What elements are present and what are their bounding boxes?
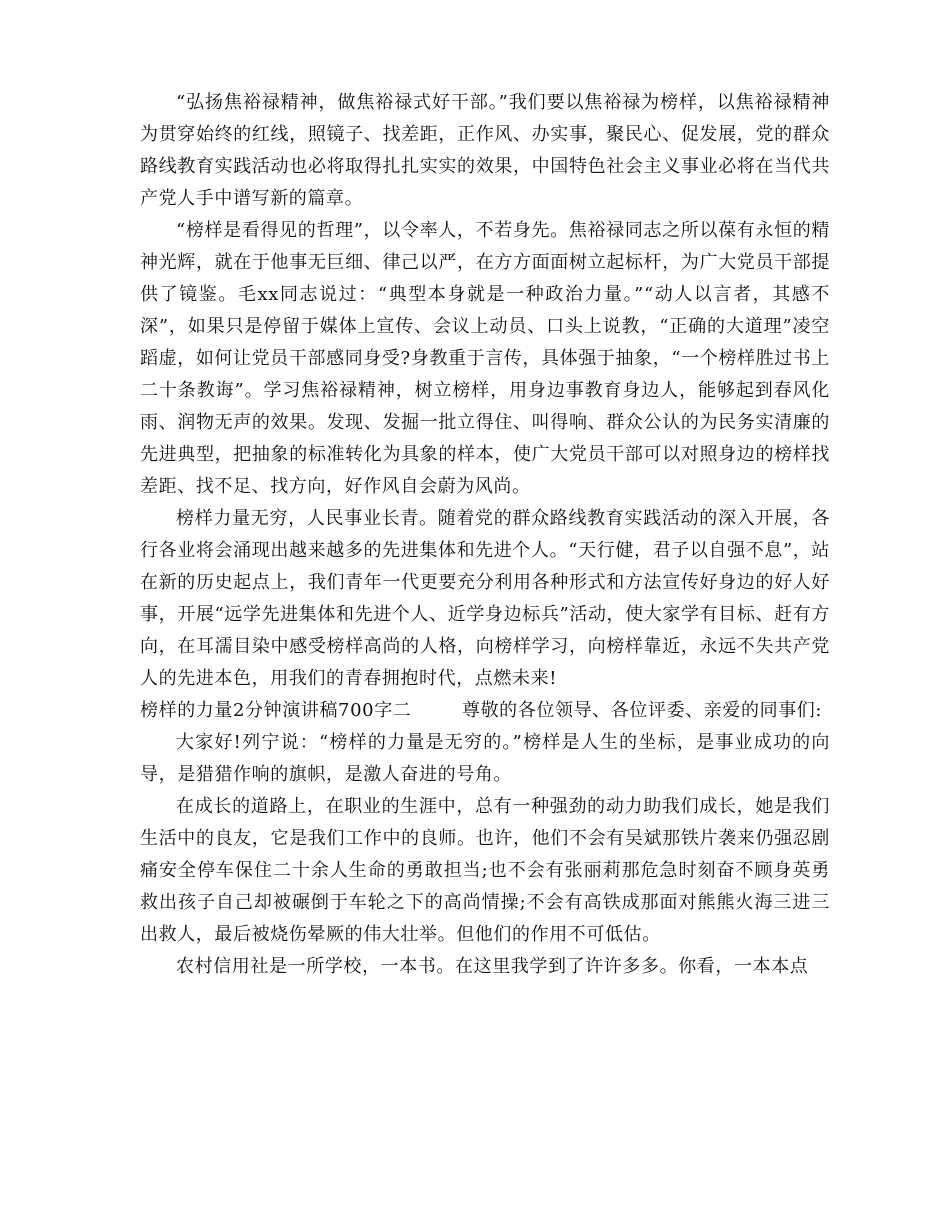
paragraph-2: “榜样是看得见的哲理”，以令率人，不若身先。焦裕禄同志之所以葆有永恒的精神光辉，就在于他事无巨细、律己以严，在方方面面树立起标杆，为广大党员干部提供了镜鉴。毛xx同志说过：“典型本身就是一种政治力量。”“动人以言者，其感不深”，如果只是停留于媒体上宣传、会议上动员、口头上说教，“正确的大道理”凌空蹈虚，如何让党员干部感同身受?身教重于言传，具体强于抽象，“一个榜样胜过书上二十条教诲”。学习焦裕禄精神，树立榜样，用身边事教育身边人，能够起到春风化雨、润物无声的效果。发现、发掘一批立得住、叫得响、群众公认的为民务实清廉的先进典型，把抽象的标准转化为具象的样本，使广大党员干部可以对照身边的榜样找差距、找不足、找方向，好作风自会蔚为风尚。: [140, 220, 830, 497]
paragraph-6: 农村信用社是一所学校，一本书。在这里我学到了许许多多。你看，一本本点: [176, 956, 809, 977]
paragraph-3: 榜样力量无穷，人民事业长青。随着党的群众路线教育实践活动的深入开展，各行各业将会涌现出越来越多的先进集体和先进个人。“天行健，君子以自强不息”，站在新的历史起点上，我们青年一代更要充分利用各种形式和方法宣传好身边的好人好事，开展“远学先进集体和先进个人、近学身边标兵”活动，使大家学有目标、赶有方向，在耳濡目染中感受榜样高尚的人格，向榜样学习，向榜样靠近，永远不失共产党人的先进本色，用我们的青春拥抱时代，点燃未来!: [140, 508, 830, 689]
paragraph-1: “弘扬焦裕禄精神，做焦裕禄式好干部。”我们要以焦裕禄为榜样，以焦裕禄精神为贯穿始终的红线，照镜子、找差距，正作风、办实事，聚民心、促发展，党的群众路线教育实践活动也必将取得扎扎实实的效果，中国特色社会主义事业必将在当代共产党人手中谱写新的篇章。: [140, 92, 830, 209]
document-body: [140, 87, 830, 983]
speech-title-line: 榜样的力量2分钟演讲稿700字二 尊敬的各位领导、各位评委、亲爱的同事们:: [140, 700, 823, 721]
paragraph-4: 大家好!列宁说：“榜样的力量是无穷的。”榜样是人生的坐标，是事业成功的向导，是猎猎作响的旗帜，是激人奋进的号角。: [140, 732, 830, 785]
paragraph-5: 在成长的道路上，在职业的生涯中，总有一种强劲的动力助我们成长，她是我们生活中的良友，它是我们工作中的良师。也许，他们不会有吴斌那铁片袭来仍强忍剧痛安全停车保住二十余人生命的勇敢担当;也不会有张丽莉那危急时刻奋不顾身英勇救出孩子自己却被碾倒于车轮之下的高尚情操;不会有高铁成那面对熊熊火海三进三出救人，最后被烧伤晕厥的伟大壮举。但他们的作用不可低估。: [140, 796, 830, 945]
